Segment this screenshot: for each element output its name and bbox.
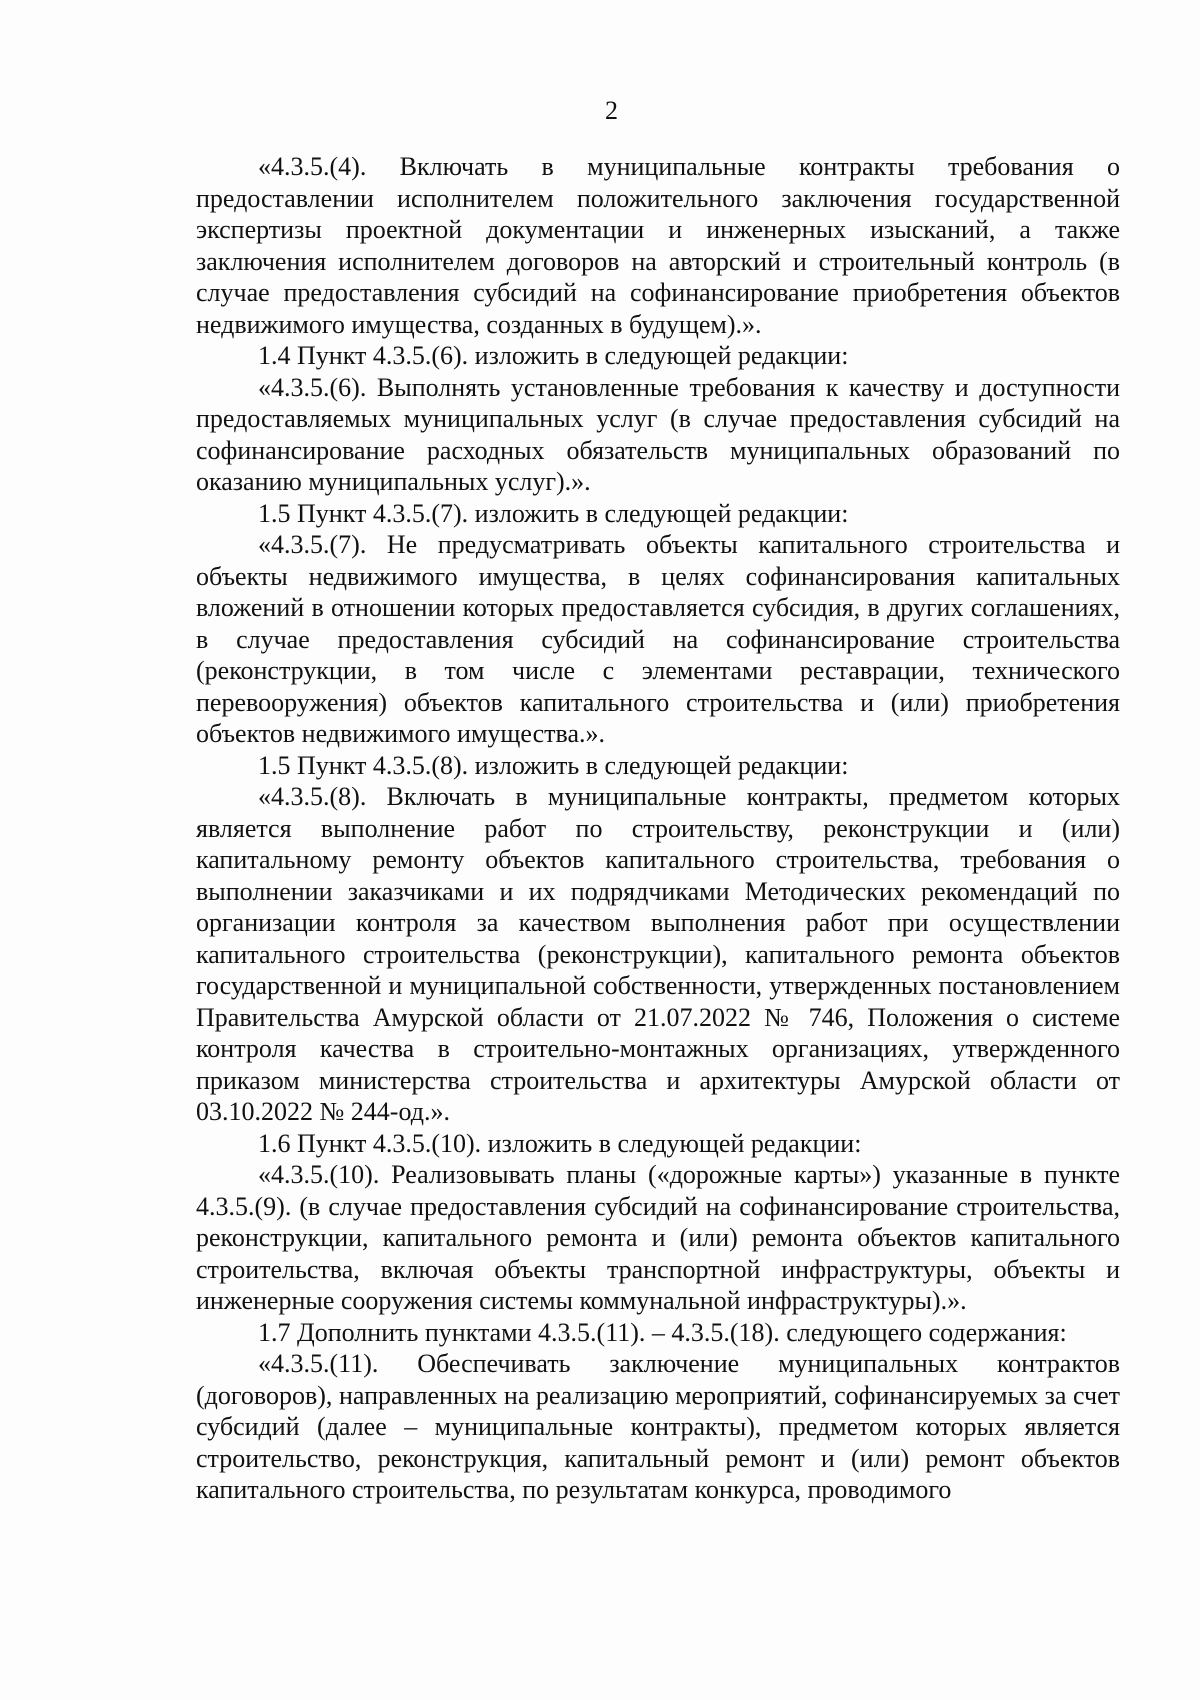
paragraph-amendment-1-4: 1.4 Пункт 4.3.5.(6). изложить в следующей редакции: — [258, 341, 849, 370]
paragraph-4-3-5-7: «4.3.5.(7). Не предусматривать объекты капитального строительства и объекты недвижимого имущества, в целях софинансирования капитальных вложений в отношении которых предоставляется субсидия, в других соглашениях, в случае предоставления субсидий на софинансирование строительства (реконструкции, в том числе с элементами реставрации, технического перевооружения) объектов капитального строительства и (или) приобретения объектов недвижимого имущества.». — [196, 530, 1120, 748]
paragraph-amendment-1-7: 1.7 Дополнить пунктами 4.3.5.(11). – 4.3.5.(18). следующего содержания: — [258, 1317, 1067, 1347]
paragraph-amendment-1-6: 1.6 Пункт 4.3.5.(10). изложить в следующей редакции: — [258, 1128, 862, 1158]
paragraph-4-3-5-10: «4.3.5.(10). Реализовывать планы («дорожные карты») указанные в пункте 4.3.5.(9). (в случае предоставления субсидий на софинансирование строительства, реконструкции, капитального ремонта и (или) ремонта объектов капитального строительства, включая объекты транспортной инфраструктуры, объекты и инженерные сооружения системы коммунальной инфраструктуры).». — [196, 1160, 1120, 1315]
paragraph-4-3-5-8: «4.3.5.(8). Включать в муниципальные контракты, предметом которых является выполнение работ по строительству, реконструкции и (или) капитальному ремонту объектов капитального строительства, требования о выполнении заказчиками и их подрядчиками Методических рекомендаций по организации контроля за качеством выполнения работ при осуществлении капитального строительства (реконструкции), капитального ремонта объектов государственной и муниципальной собственности, утвержденных постановлением Правительства Амурской области от 21.07.2022 № 746, Положения о системе контроля качества в строительно-монтажных организациях, утвержденного приказом министерства строительства и архитектуры Амурской области от 03.10.2022 № 244-од.». — [196, 782, 1120, 1126]
paragraph-4-3-5-6: «4.3.5.(6). Выполнять установленные требования к качеству и доступности предоставляемых муниципальных услуг (в случае предоставления субсидий на софинансирование расходных обязательств муниципальных образований по оказанию муниципальных услуг).». — [196, 372, 1120, 496]
document-body — [196, 151, 1120, 1506]
paragraph-4-3-5-4: «4.3.5.(4). Включать в муниципальные контракты требования о предоставлении исполнителем положительного заключения государственной экспертизы проектной документации и инженерных изысканий, а также заключения исполнителем договоров на авторский и строительный контроль (в случае предоставления субсидий на софинансирование приобретения объектов недвижимого имущества, созданных в будущем).». — [196, 152, 1120, 339]
paragraph-amendment-1-5-b: 1.5 Пункт 4.3.5.(8). изложить в следующей редакции: — [258, 750, 849, 780]
paragraph-amendment-1-5-a: 1.5 Пункт 4.3.5.(7). изложить в следующей редакции: — [258, 498, 849, 528]
paragraph-4-3-5-11: «4.3.5.(11). Обеспечивать заключение муниципальных контрактов (договоров), направленных на реализацию мероприятий, софинансируемых за счет субсидий (далее – муниципальные контракты), предметом которых является строительство, реконструкция, капитальный ремонт и (или) ремонт объектов капитального строительства, по результатам конкурса, проводимого — [196, 1349, 1120, 1504]
page-number: 2 — [605, 96, 618, 125]
